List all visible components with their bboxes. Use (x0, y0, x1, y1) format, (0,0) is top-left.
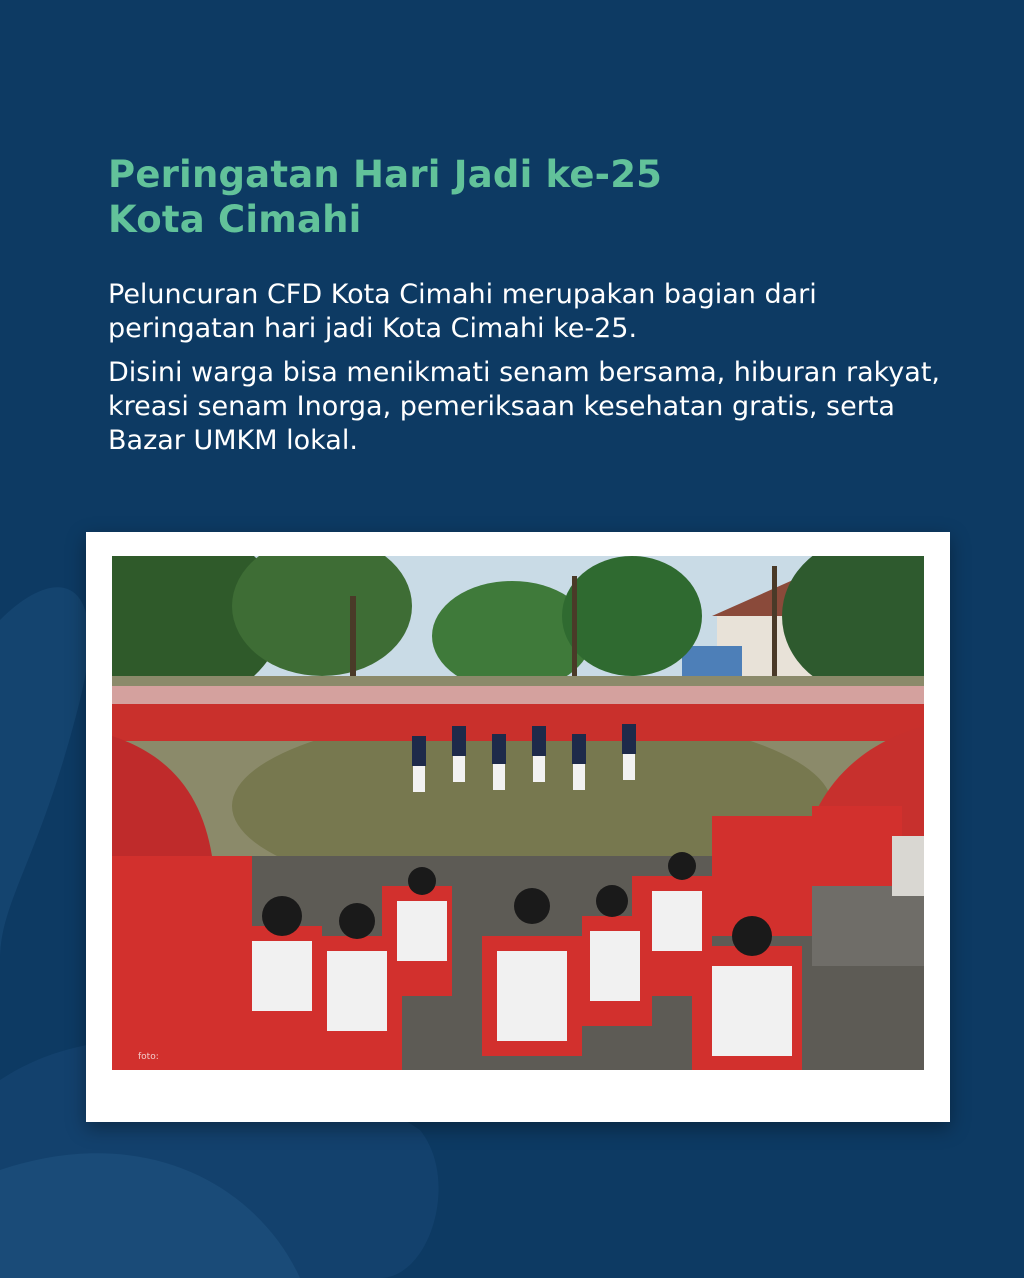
title-line-1: Peringatan Hari Jadi ke-25 (108, 153, 663, 196)
description-paragraph-2: Disini warga bisa menikmati senam bersama, hiburan rakyat, kreasi senam Inorga, pemeriksaan kesehatan gratis, serta Bazar UMKM lokal. (108, 357, 941, 456)
photo-credit: foto: (138, 1052, 159, 1062)
description-paragraph-1: Peluncuran CFD Kota Cimahi merupakan bagian dari peringatan hari jadi Kota Cimahi ke-25. (108, 279, 817, 344)
title-line-2: Kota Cimahi (108, 198, 362, 241)
page-title (108, 152, 928, 242)
photo-frame (86, 532, 950, 1122)
description (108, 278, 948, 468)
event-photo (112, 556, 924, 1070)
